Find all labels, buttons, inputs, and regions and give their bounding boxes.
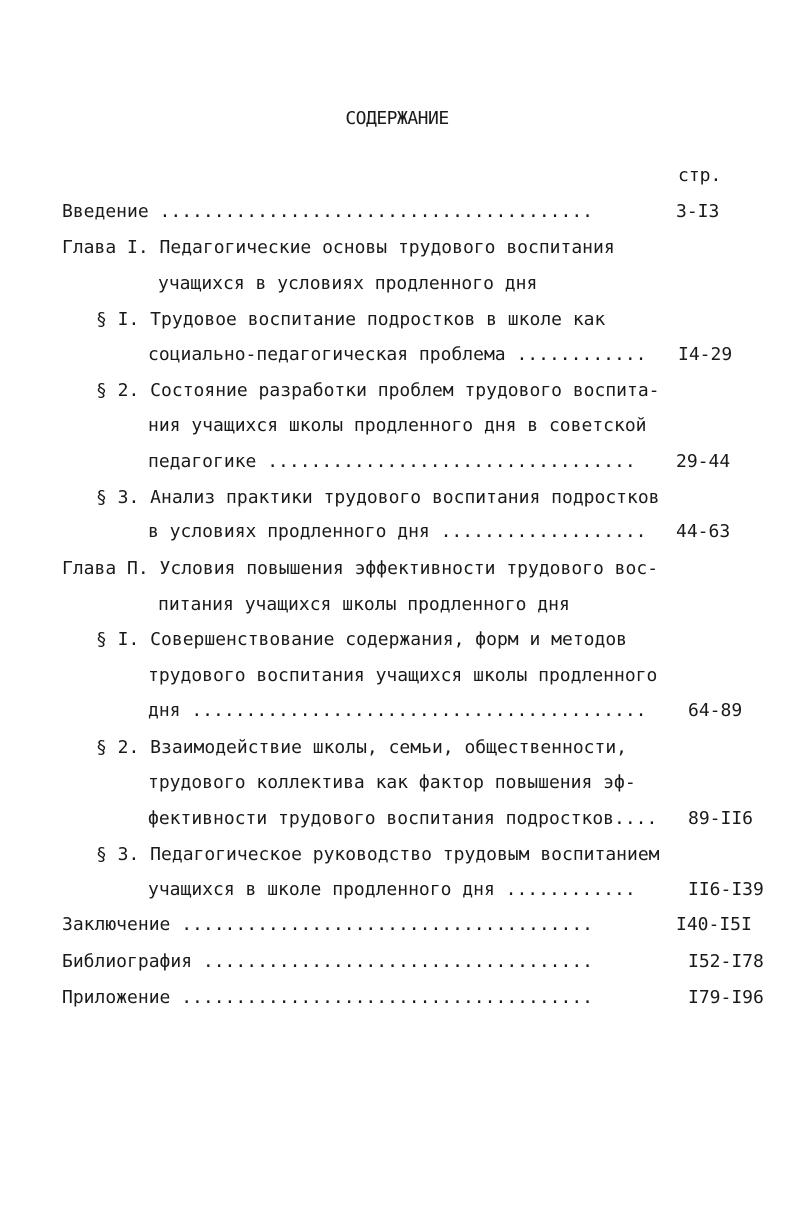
toc-line: Приложение ...................................... (62, 987, 594, 1008)
toc-page-number: I52-I78 (688, 951, 764, 972)
toc-line: Библиография .................................... (62, 951, 594, 972)
toc-line: дня .......................................... (148, 700, 647, 721)
toc-line: трудового воспитания учащихся школы продленного (148, 665, 658, 686)
toc-page-number: I4-29 (678, 344, 733, 365)
toc-line: § 2. Состояние разработки проблем трудового воспита- (96, 380, 660, 401)
toc-line: § 3. Анализ практики трудового воспитания подростков (96, 487, 660, 508)
toc-page-number: 3-I3 (676, 201, 720, 222)
toc-line: педагогике .................................. (148, 451, 636, 472)
toc-line: ния учащихся школы продленного дня в советской (148, 415, 647, 436)
toc-line: учащихся в условиях продленного дня (158, 273, 538, 294)
page-column-label: стр. (678, 165, 722, 186)
toc-line: Заключение ...................................... (62, 914, 594, 935)
toc-line: питания учащихся школы продленного дня (158, 594, 570, 615)
toc-page-number: II6-I39 (688, 879, 764, 900)
toc-page-number: 64-89 (688, 700, 743, 721)
toc-page-number: 44-63 (676, 521, 731, 542)
toc-line: § I. Трудовое воспитание подростков в школе как (96, 309, 606, 330)
toc-page-number: I79-I96 (688, 987, 764, 1008)
toc-line: учащихся в школе продленного дня ............ (148, 879, 636, 900)
toc-title: СОДЕРЖАНИЕ (345, 108, 449, 129)
toc-page-number: 89-II6 (688, 808, 754, 829)
toc-line: в условиях продленного дня ................... (148, 521, 647, 542)
toc-line: § 3. Педагогическое руководство трудовым воспитанием (96, 844, 660, 865)
toc-page-number: I40-I5I (676, 914, 752, 935)
toc-line: социально-педагогическая проблема ............ (148, 344, 647, 365)
toc-line: Глава I. Педагогические основы трудового воспитания (62, 237, 615, 258)
toc-line: Введение ........................................ (62, 201, 594, 222)
toc-line: § 2. Взаимодействие школы, семьи, общественности, (96, 737, 628, 758)
toc-line: трудового коллектива как фактор повышения эф- (148, 772, 636, 793)
toc-line: Глава П. Условия повышения эффективности трудового вос- (62, 558, 659, 579)
toc-line: фективности трудового воспитания подростков.... (148, 808, 658, 829)
toc-line: § I. Совершенствование содержания, форм и методов (96, 629, 628, 650)
toc-page-number: 29-44 (676, 451, 731, 472)
